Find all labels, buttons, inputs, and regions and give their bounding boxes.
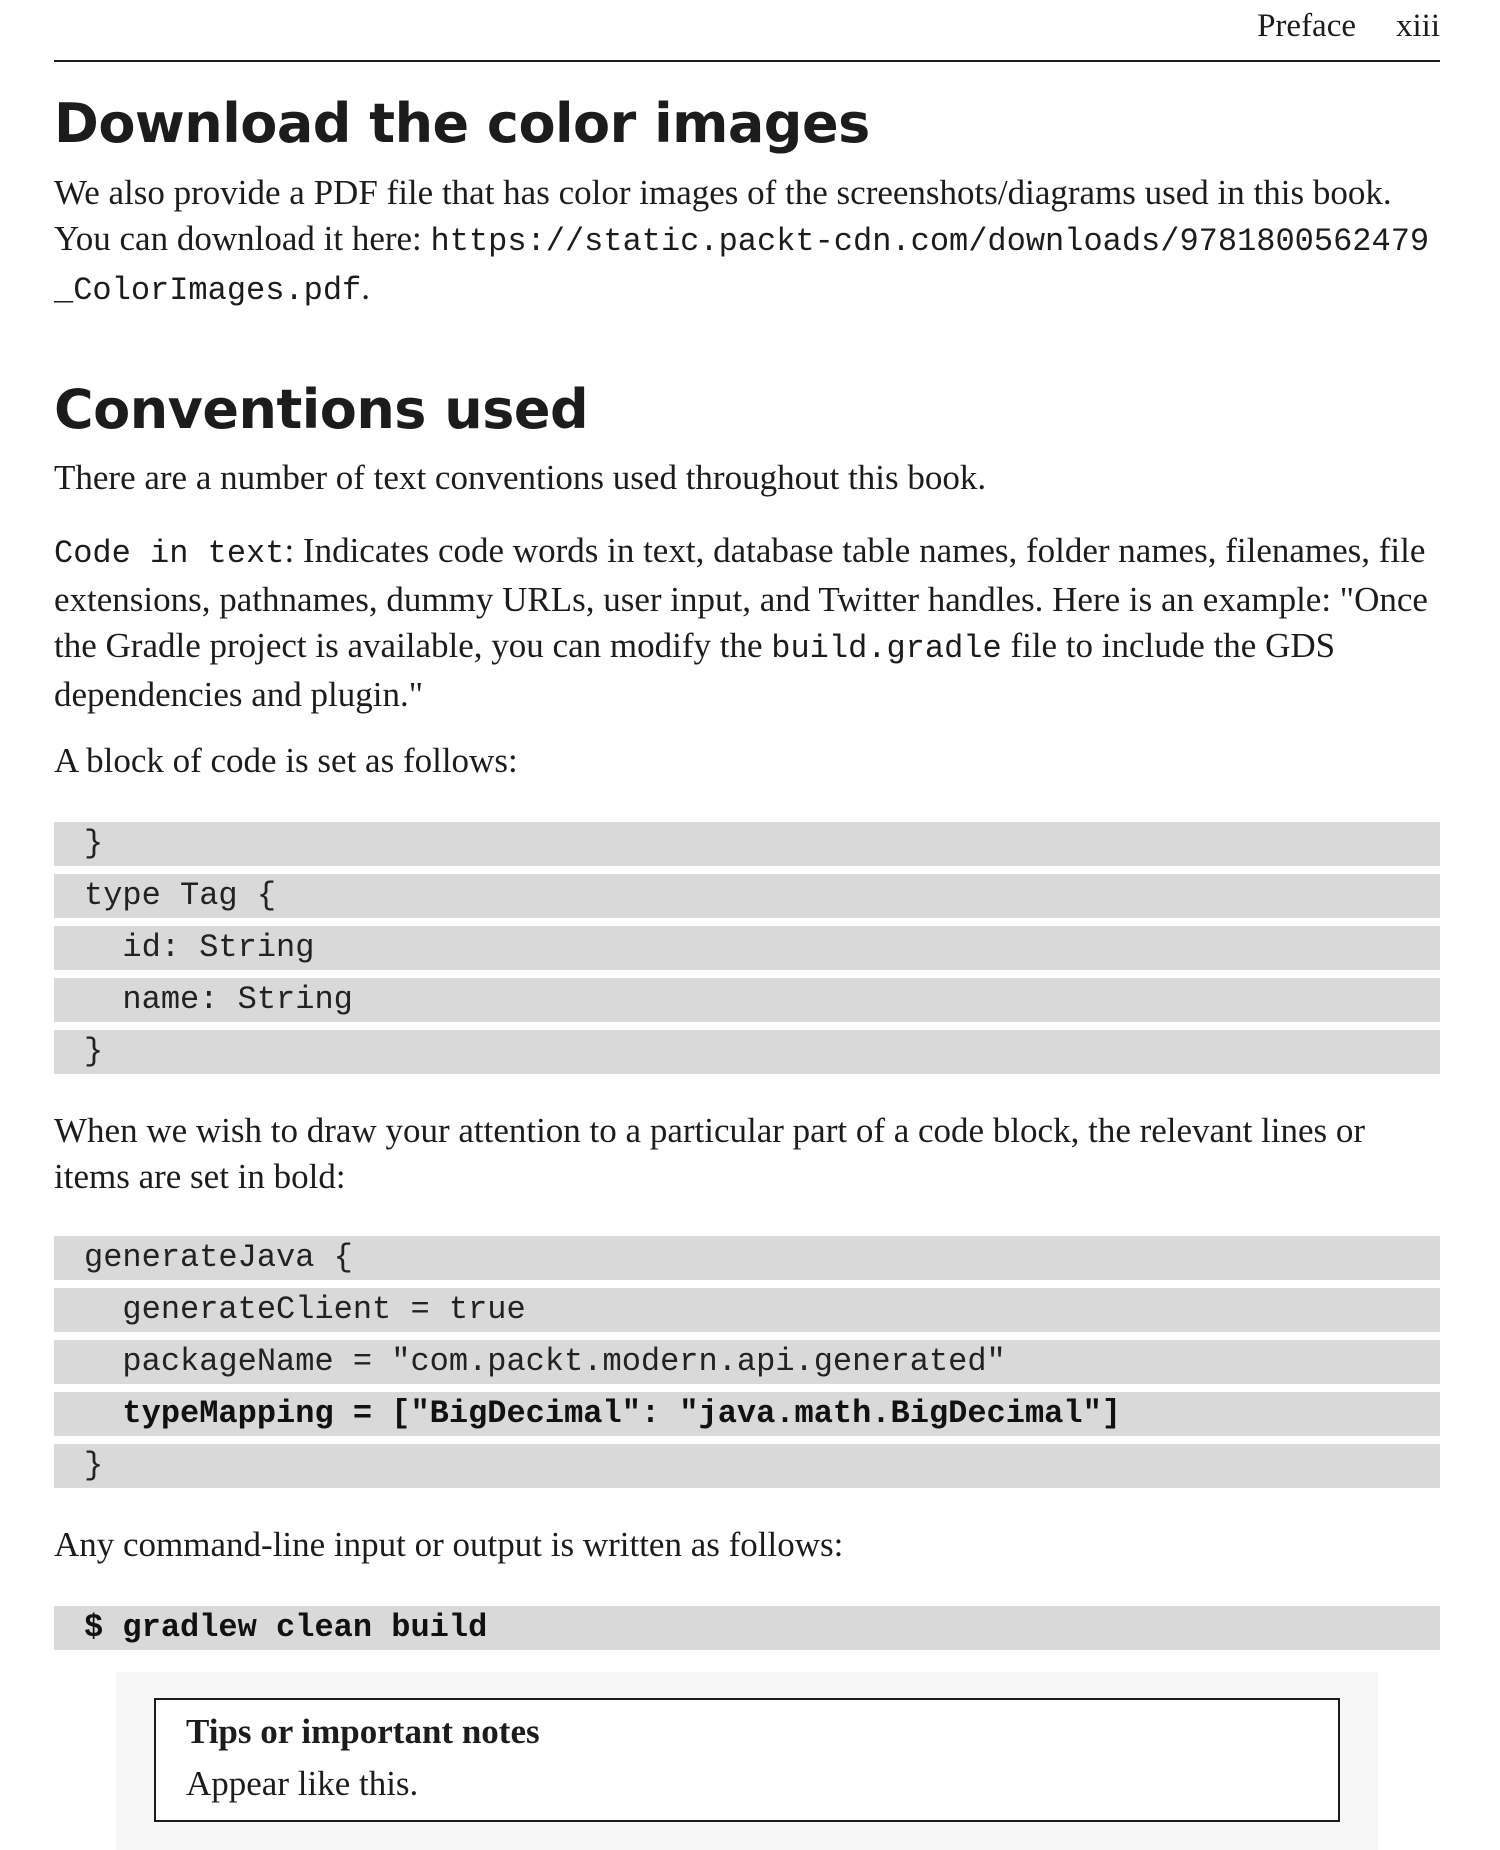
- code-in-text-paragraph: [54, 528, 1440, 718]
- book-page: [54, 0, 1440, 1850]
- code-in-text-description-end: file to include the GDS dependencies and plugin.": [54, 626, 1336, 714]
- tip-note-text: Appear like this.: [186, 1764, 419, 1803]
- inline-code-example: build.gradle: [771, 630, 1002, 667]
- code-block-2: [54, 1236, 1440, 1496]
- tip-note-container: [116, 1672, 1378, 1850]
- header-section-name: Preface: [1257, 8, 1356, 44]
- code-line: generateClient = true: [54, 1288, 1440, 1332]
- download-paragraph: [54, 170, 1440, 314]
- code-line-highlighted: typeMapping = ["BigDecimal": "java.math.BigDecimal"]: [54, 1392, 1440, 1436]
- download-text-end: .: [361, 268, 370, 307]
- code-in-text-term: Code in text: [54, 535, 285, 572]
- command-line-intro: Any command-line input or output is written as follows:: [54, 1525, 844, 1564]
- code-line: type Tag {: [54, 874, 1440, 918]
- code-in-text-description: : Indicates code words in text, database table names, folder names, filenames, file extensions, pathnames, dummy URLs, user input, and Twitter handles. Here is an example: "Once the Gradle project is available, you can modify the: [54, 531, 1428, 665]
- conventions-heading: Conventions used: [54, 378, 589, 441]
- code-block-intro: A block of code is set as follows:: [54, 741, 518, 780]
- running-header: [54, 0, 1440, 62]
- tip-note-box: [154, 1698, 1340, 1822]
- code-line: generateJava {: [54, 1236, 1440, 1280]
- code-block-1: [54, 822, 1440, 1082]
- code-line: }: [54, 1444, 1440, 1488]
- conventions-intro: There are a number of text conventions used throughout this book.: [54, 458, 987, 497]
- code-line: name: String: [54, 978, 1440, 1022]
- code-line: packageName = "com.packt.modern.api.generated": [54, 1340, 1440, 1384]
- download-text: We also provide a PDF file that has color images of the screenshots/diagrams used in this book. You can download it here:: [54, 173, 1392, 258]
- color-images-url: https://static.packt-cdn.com/downloads/9781800562479_ColorImages.pdf: [54, 223, 1430, 309]
- command-line: $ gradlew clean build: [54, 1606, 1440, 1650]
- code-line: }: [54, 822, 1440, 866]
- tip-note-title: Tips or important notes: [186, 1712, 540, 1751]
- header-page-number: xiii: [1395, 8, 1440, 44]
- bold-lines-intro: When we wish to draw your attention to a particular part of a code block, the relevant lines or items are set in bold:: [54, 1111, 1366, 1196]
- download-heading: Download the color images: [54, 92, 870, 155]
- code-line: }: [54, 1030, 1440, 1074]
- command-block: [54, 1606, 1440, 1658]
- code-line: id: String: [54, 926, 1440, 970]
